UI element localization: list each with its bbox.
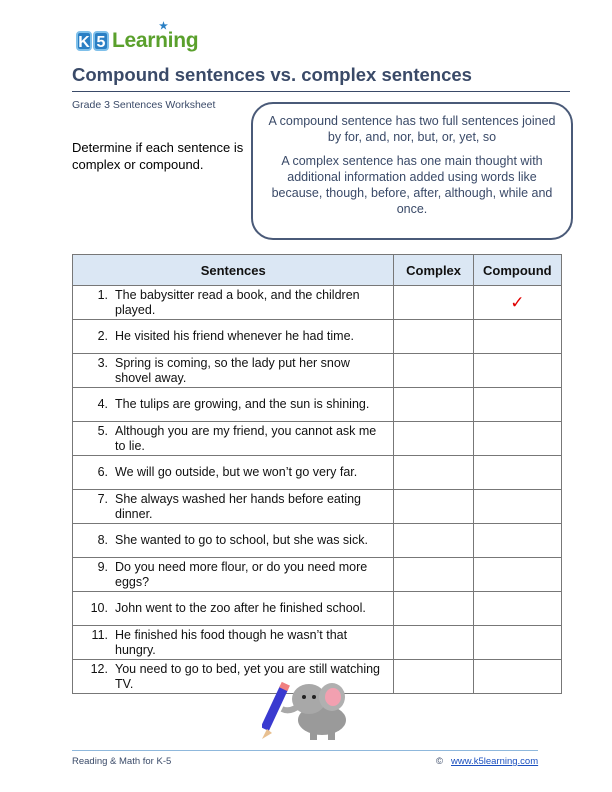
logo-wordmark — [112, 21, 199, 53]
complex-answer-cell[interactable] — [394, 524, 473, 558]
table-header-row — [73, 255, 562, 286]
compound-answer-cell[interactable] — [473, 592, 561, 626]
compound-answer-cell[interactable] — [473, 524, 561, 558]
sentence-cell — [73, 592, 394, 626]
logo-star-icon: ★ — [159, 21, 168, 32]
complex-answer-cell[interactable] — [394, 592, 473, 626]
complex-answer-cell[interactable] — [394, 286, 473, 320]
compound-answer-cell[interactable] — [473, 320, 561, 354]
sentence-text: Although you are my friend, you cannot ask me to lie. — [115, 423, 377, 453]
copyright-symbol: © — [436, 756, 443, 767]
complex-answer-cell[interactable] — [394, 456, 473, 490]
table-row — [73, 592, 562, 626]
table-row — [73, 490, 562, 524]
sentence-number: 12. — [90, 661, 108, 676]
sentence-number: 9. — [97, 559, 108, 574]
compound-answer-cell[interactable]: ✓ — [473, 286, 561, 320]
footer-credit — [436, 756, 538, 767]
table-row — [73, 286, 562, 320]
sentence-number: 10. — [90, 601, 108, 615]
table-row — [73, 456, 562, 490]
definitions-box — [251, 102, 573, 240]
sentence-cell — [73, 354, 394, 388]
sentence-text: Spring is coming, so the lady put her snow shovel away. — [115, 355, 350, 385]
compound-definition: A compound sentence has two full sentences joined by for, and, nor, but, or, yet, so — [268, 114, 556, 144]
logo-word-text: Learning — [112, 29, 199, 52]
sentence-text: The tulips are growing, and the sun is shining. — [115, 397, 370, 411]
logo-k-block: K — [76, 31, 92, 51]
page-title: Compound sentences vs. complex sentences — [72, 64, 472, 85]
sentence-text: She always washed her hands before eating dinner. — [115, 491, 361, 521]
sentence-number: 5. — [97, 423, 108, 438]
sentence-number: 8. — [97, 533, 108, 547]
instructions: Determine if each sentence is complex or compound. — [72, 140, 244, 172]
table-row — [73, 354, 562, 388]
table-row — [73, 320, 562, 354]
compound-answer-cell[interactable] — [473, 456, 561, 490]
compound-answer-cell[interactable] — [473, 422, 561, 456]
k5-learning-logo — [76, 21, 199, 55]
table-row — [73, 626, 562, 660]
sentence-number: 1. — [97, 287, 108, 302]
compound-answer-cell[interactable] — [473, 388, 561, 422]
sentence-text: You need to go to bed, yet you are still watching TV. — [115, 661, 380, 691]
title-divider — [72, 91, 570, 92]
website-link[interactable]: www.k5learning.com — [451, 756, 539, 767]
sentence-cell — [73, 388, 394, 422]
sentence-number: 3. — [97, 355, 108, 370]
complex-answer-cell[interactable] — [394, 422, 473, 456]
complex-definition: A complex sentence has one main thought with additional information added using words like because, though, before, after, although, while and once. — [271, 154, 553, 216]
sentence-number: 7. — [97, 491, 108, 506]
complex-answer-cell[interactable] — [394, 660, 473, 694]
sentence-number: 2. — [97, 329, 108, 343]
footer-divider — [72, 750, 538, 751]
elephant-pencil-illustration — [262, 675, 357, 745]
sentence-number: 11. — [91, 627, 108, 642]
complex-answer-cell[interactable] — [394, 320, 473, 354]
sentence-number: 6. — [97, 465, 108, 479]
sentence-text: He visited his friend whenever he had time. — [115, 329, 355, 343]
header-complex: Complex — [394, 255, 473, 286]
table-row — [73, 422, 562, 456]
table-row — [73, 388, 562, 422]
worksheet-subtitle: Grade 3 Sentences Worksheet — [72, 99, 216, 111]
table-row — [73, 524, 562, 558]
sentence-cell — [73, 558, 394, 592]
sentence-number: 4. — [97, 397, 108, 411]
sentences-table — [72, 254, 562, 694]
compound-answer-cell[interactable] — [473, 626, 561, 660]
sentence-text: Do you need more flour, or do you need more eggs? — [115, 559, 368, 589]
complex-answer-cell[interactable] — [394, 388, 473, 422]
complex-answer-cell[interactable] — [394, 490, 473, 524]
sentence-cell — [73, 286, 394, 320]
sentence-text: We will go outside, but we won’t go very far. — [115, 465, 358, 479]
complex-answer-cell[interactable] — [394, 354, 473, 388]
logo-5-block: 5 — [93, 31, 109, 51]
table-row — [73, 558, 562, 592]
sentence-text: The babysitter read a book, and the children played. — [115, 287, 360, 317]
complex-answer-cell[interactable] — [394, 558, 473, 592]
header-sentences: Sentences — [73, 255, 394, 286]
compound-answer-cell[interactable] — [473, 558, 561, 592]
compound-answer-cell[interactable] — [473, 660, 561, 694]
logo-k5-blocks — [76, 31, 109, 51]
sentence-cell — [73, 490, 394, 524]
complex-answer-cell[interactable] — [394, 626, 473, 660]
sentence-cell — [73, 320, 394, 354]
footer-tagline: Reading & Math for K-5 — [72, 756, 172, 767]
sentence-text: He finished his food though he wasn’t that hungry. — [115, 627, 348, 657]
sentence-cell — [73, 524, 394, 558]
sentence-cell — [73, 456, 394, 490]
sentence-text: She wanted to go to school, but she was sick. — [115, 533, 368, 547]
sentence-cell — [73, 422, 394, 456]
compound-answer-cell[interactable] — [473, 490, 561, 524]
sentence-cell — [73, 626, 394, 660]
sentence-text: John went to the zoo after he finished school. — [115, 601, 366, 615]
header-compound: Compound — [473, 255, 561, 286]
compound-answer-cell[interactable] — [473, 354, 561, 388]
